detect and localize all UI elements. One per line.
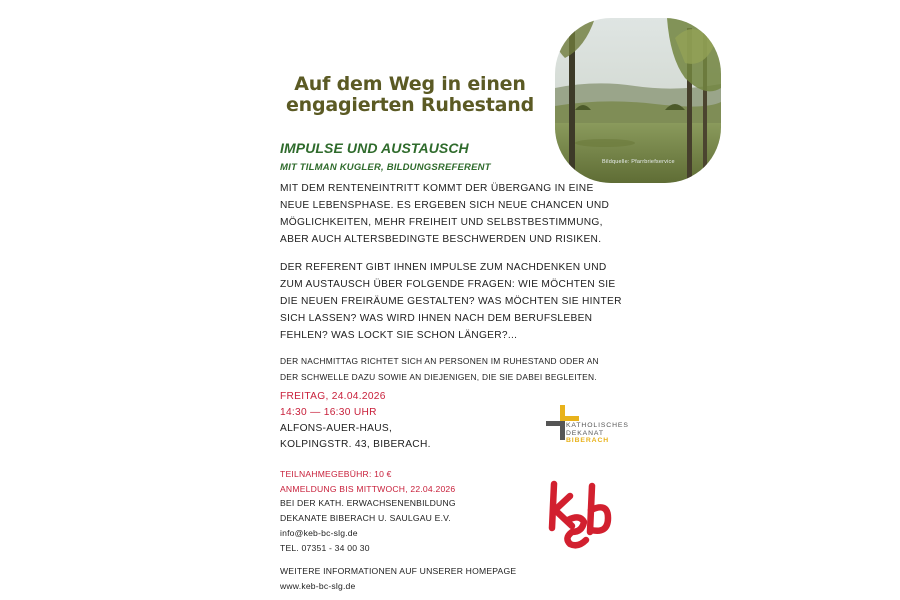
text-line: DER REFERENT GIBT IHNEN IMPULSE ZUM NACHDENKEN UND	[280, 262, 607, 273]
page-title	[274, 74, 546, 116]
text-line: ABER AUCH ALTERSBEDINGTE BESCHWERDEN UND RISIKEN.	[280, 233, 602, 245]
title-line-2: engagierten Ruhestand	[285, 94, 535, 116]
text-line: DER NACHMITTAG RICHTET SICH AN PERSONEN IM RUHESTAND ODER AN	[280, 356, 599, 366]
text-line: DER SCHWELLE DAZU SOWIE AN DIEJENIGEN, DIE SIE DABEI BEGLEITEN.	[280, 372, 597, 382]
text-line: MIT DEM RENTENEINTRITT KOMMT DER ÜBERGANG IN EINE	[280, 183, 594, 194]
registration-deadline: ANMELDUNG BIS MITTWOCH, 22.04.2026	[280, 483, 456, 494]
text-line: DIE NEUEN FREIRÄUME GESTALTEN? WAS MÖCHTEN SIE HINTER	[280, 295, 622, 307]
text-line: ZUM AUSTAUSCH ÜBER FOLGENDE FRAGEN: WIE MÖCHTEN SIE	[280, 278, 616, 290]
text-line: MÖGLICHKEITEN, MEHR FREIHEIT UND SELBSTBESTIMMUNG,	[280, 216, 603, 228]
more-info	[280, 564, 516, 593]
organizer-line-1: BEI DER KATH. ERWACHSENENBILDUNG	[280, 498, 456, 509]
section-subheading: MIT TILMAN KUGLER, BILDUNGSREFERENT	[280, 162, 491, 173]
keb-logo	[546, 480, 614, 550]
text-line: SICH LASSEN? WAS WIRD IHNEN NACH DEM BERUFSLEBEN	[280, 312, 593, 324]
questions-paragraph	[280, 260, 640, 345]
dekanat-line-2: DEKANAT	[566, 429, 604, 437]
event-details	[280, 389, 431, 453]
registration-details	[280, 467, 456, 555]
homepage-link[interactable]: www.keb-bc-slg.de	[280, 580, 356, 591]
audience-paragraph	[280, 353, 599, 385]
dekanat-logo-text	[566, 422, 629, 445]
title-line-1: Auf dem Weg in einen	[294, 73, 526, 95]
dekanat-line-3: BIBERACH	[566, 437, 610, 445]
event-address: KOLPINGSTR. 43, BIBERACH.	[280, 439, 431, 450]
more-info-label: WEITERE INFORMATIONEN AUF UNSERER HOMEPAGE	[280, 566, 517, 576]
organizer-line-2: DEKANATE BIBERACH U. SAULGAU E.V.	[280, 513, 451, 524]
event-date: FREITAG, 24.04.2026	[280, 391, 386, 402]
intro-paragraph	[280, 181, 640, 249]
section-heading: IMPULSE UND AUSTAUSCH	[280, 140, 469, 156]
event-time: 14:30 — 16:30 UHR	[280, 407, 377, 418]
phone-number: TEL. 07351 - 34 00 30	[280, 542, 370, 553]
event-venue: ALFONS-AUER-HAUS,	[280, 423, 393, 434]
dekanat-line-1: KATHOLISCHES	[566, 422, 629, 429]
email-link[interactable]: info@keb-bc-slg.de	[280, 527, 358, 538]
text-line: NEUE LEBENSPHASE. ES ERGEBEN SICH NEUE CHANCEN UND	[280, 199, 610, 211]
photo-credit: Bildquelle: Pfarrbriefservice	[602, 159, 675, 165]
text-line: FEHLEN? WAS LOCKT SIE SCHON LÄNGER?...	[280, 329, 518, 341]
fee: TEILNAHMEGEBÜHR: 10 €	[280, 469, 392, 479]
